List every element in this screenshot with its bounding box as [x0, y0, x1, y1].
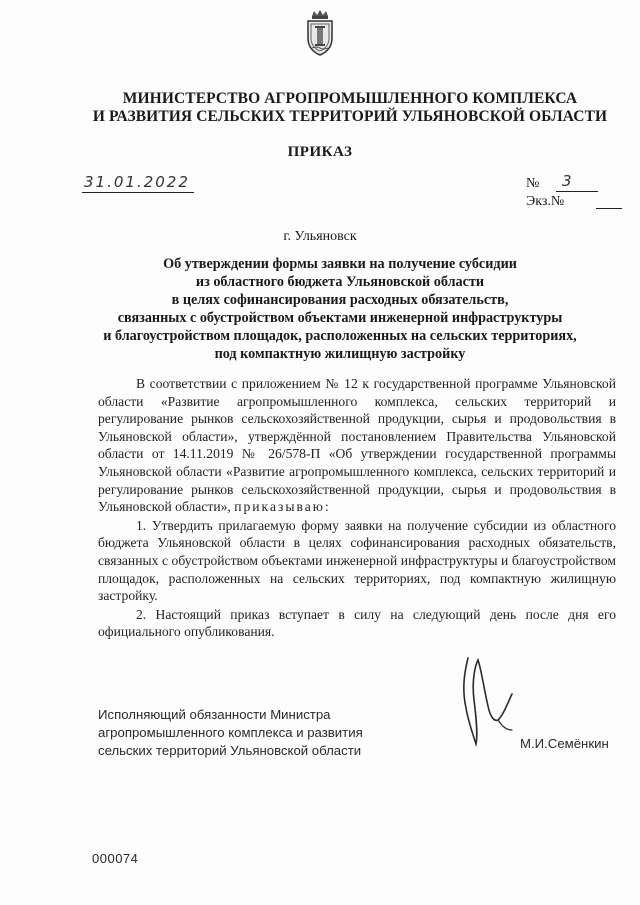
ministry-name — [60, 90, 640, 126]
order-number-label: № — [526, 176, 540, 191]
date-underline — [82, 192, 194, 193]
document-serial-number: 000074 — [92, 851, 139, 866]
copy-number-row — [526, 193, 606, 211]
order-body — [98, 375, 616, 641]
order-date: 31.01.2022 — [84, 173, 190, 191]
city: г. Ульяновск — [283, 229, 357, 244]
signer-position — [98, 706, 363, 760]
order-number-block — [526, 172, 606, 211]
signer-position-line-1: Исполняющий обязанности Министра — [98, 707, 331, 722]
title-line-4: связанных с обустройством объектами инженерной инфраструктуры — [117, 310, 563, 326]
title-line-6: под компактную жилищную застройку — [214, 346, 466, 362]
clause-2-paragraph: 2. Настоящий приказ вступает в силу на следующий день после дня его официального опубликования. — [98, 606, 616, 640]
title-line-1: Об утверждении формы заявки на получение субсидии — [163, 256, 517, 272]
command-word: приказываю: — [234, 499, 331, 515]
signer-name: М.И.Семёнкин — [520, 736, 609, 751]
handwritten-signature-icon — [446, 650, 536, 750]
preamble-paragraph — [98, 375, 616, 516]
order-title — [80, 255, 600, 363]
title-line-2: из областного бюджета Ульяновской области — [195, 274, 485, 290]
order-number-underline — [556, 191, 598, 192]
doc-type-heading: ПРИКАЗ — [287, 144, 353, 160]
preamble-text: В соответствии с приложением № 12 к государственной программе Ульяновской области «Развитие агропромышленного комплекса, сельских территорий и регулирование рынков сельскохозяйственной продукции, сырья и продовольствия в Ульяновской области», утверждённой постановлением Правительства Ульяновской области от 14.11.2019 № 26/578-П «Об утверждении государственной программы Ульяновской области «Развитие агропромышленного комплекса, сельских территорий и регулирование рынков сельскохозяйственной продукции, сырья и продовольствия в Ульяновской области», — [98, 376, 616, 515]
ministry-line-2: И РАЗВИТИЯ СЕЛЬСКИХ ТЕРРИТОРИЙ УЛЬЯНОВСКОЙ ОБЛАСТИ — [92, 108, 608, 125]
clause-1-paragraph: 1. Утвердить прилагаемую форму заявки на получение субсидии из областного бюджета Ульяновской области в целях софинансирования расходных обязательств, связанных с обустройством объектами инженерной инфраструктуры и благоустройством площадок, расположенных на сельских территориях, под компактную жилищную застройку. — [98, 517, 616, 604]
order-number-row — [526, 172, 606, 193]
copy-number-underline — [596, 208, 622, 209]
signer-position-line-3: сельских территорий Ульяновской области — [98, 743, 362, 758]
copy-number-label: Экз.№ — [526, 194, 565, 209]
title-line-3: в целях софинансирования расходных обязательств, — [171, 292, 509, 308]
coat-of-arms-icon — [304, 10, 336, 56]
signer-position-line-2: агропромышленного комплекса и развития — [98, 725, 363, 740]
ministry-line-1: МИНИСТЕРСТВО АГРОПРОМЫШЛЕННОГО КОМПЛЕКСА — [122, 90, 578, 107]
order-number-value: 3 — [562, 172, 572, 190]
title-line-5: и благоустройством площадок, расположенных на сельских территориях, — [103, 328, 577, 344]
